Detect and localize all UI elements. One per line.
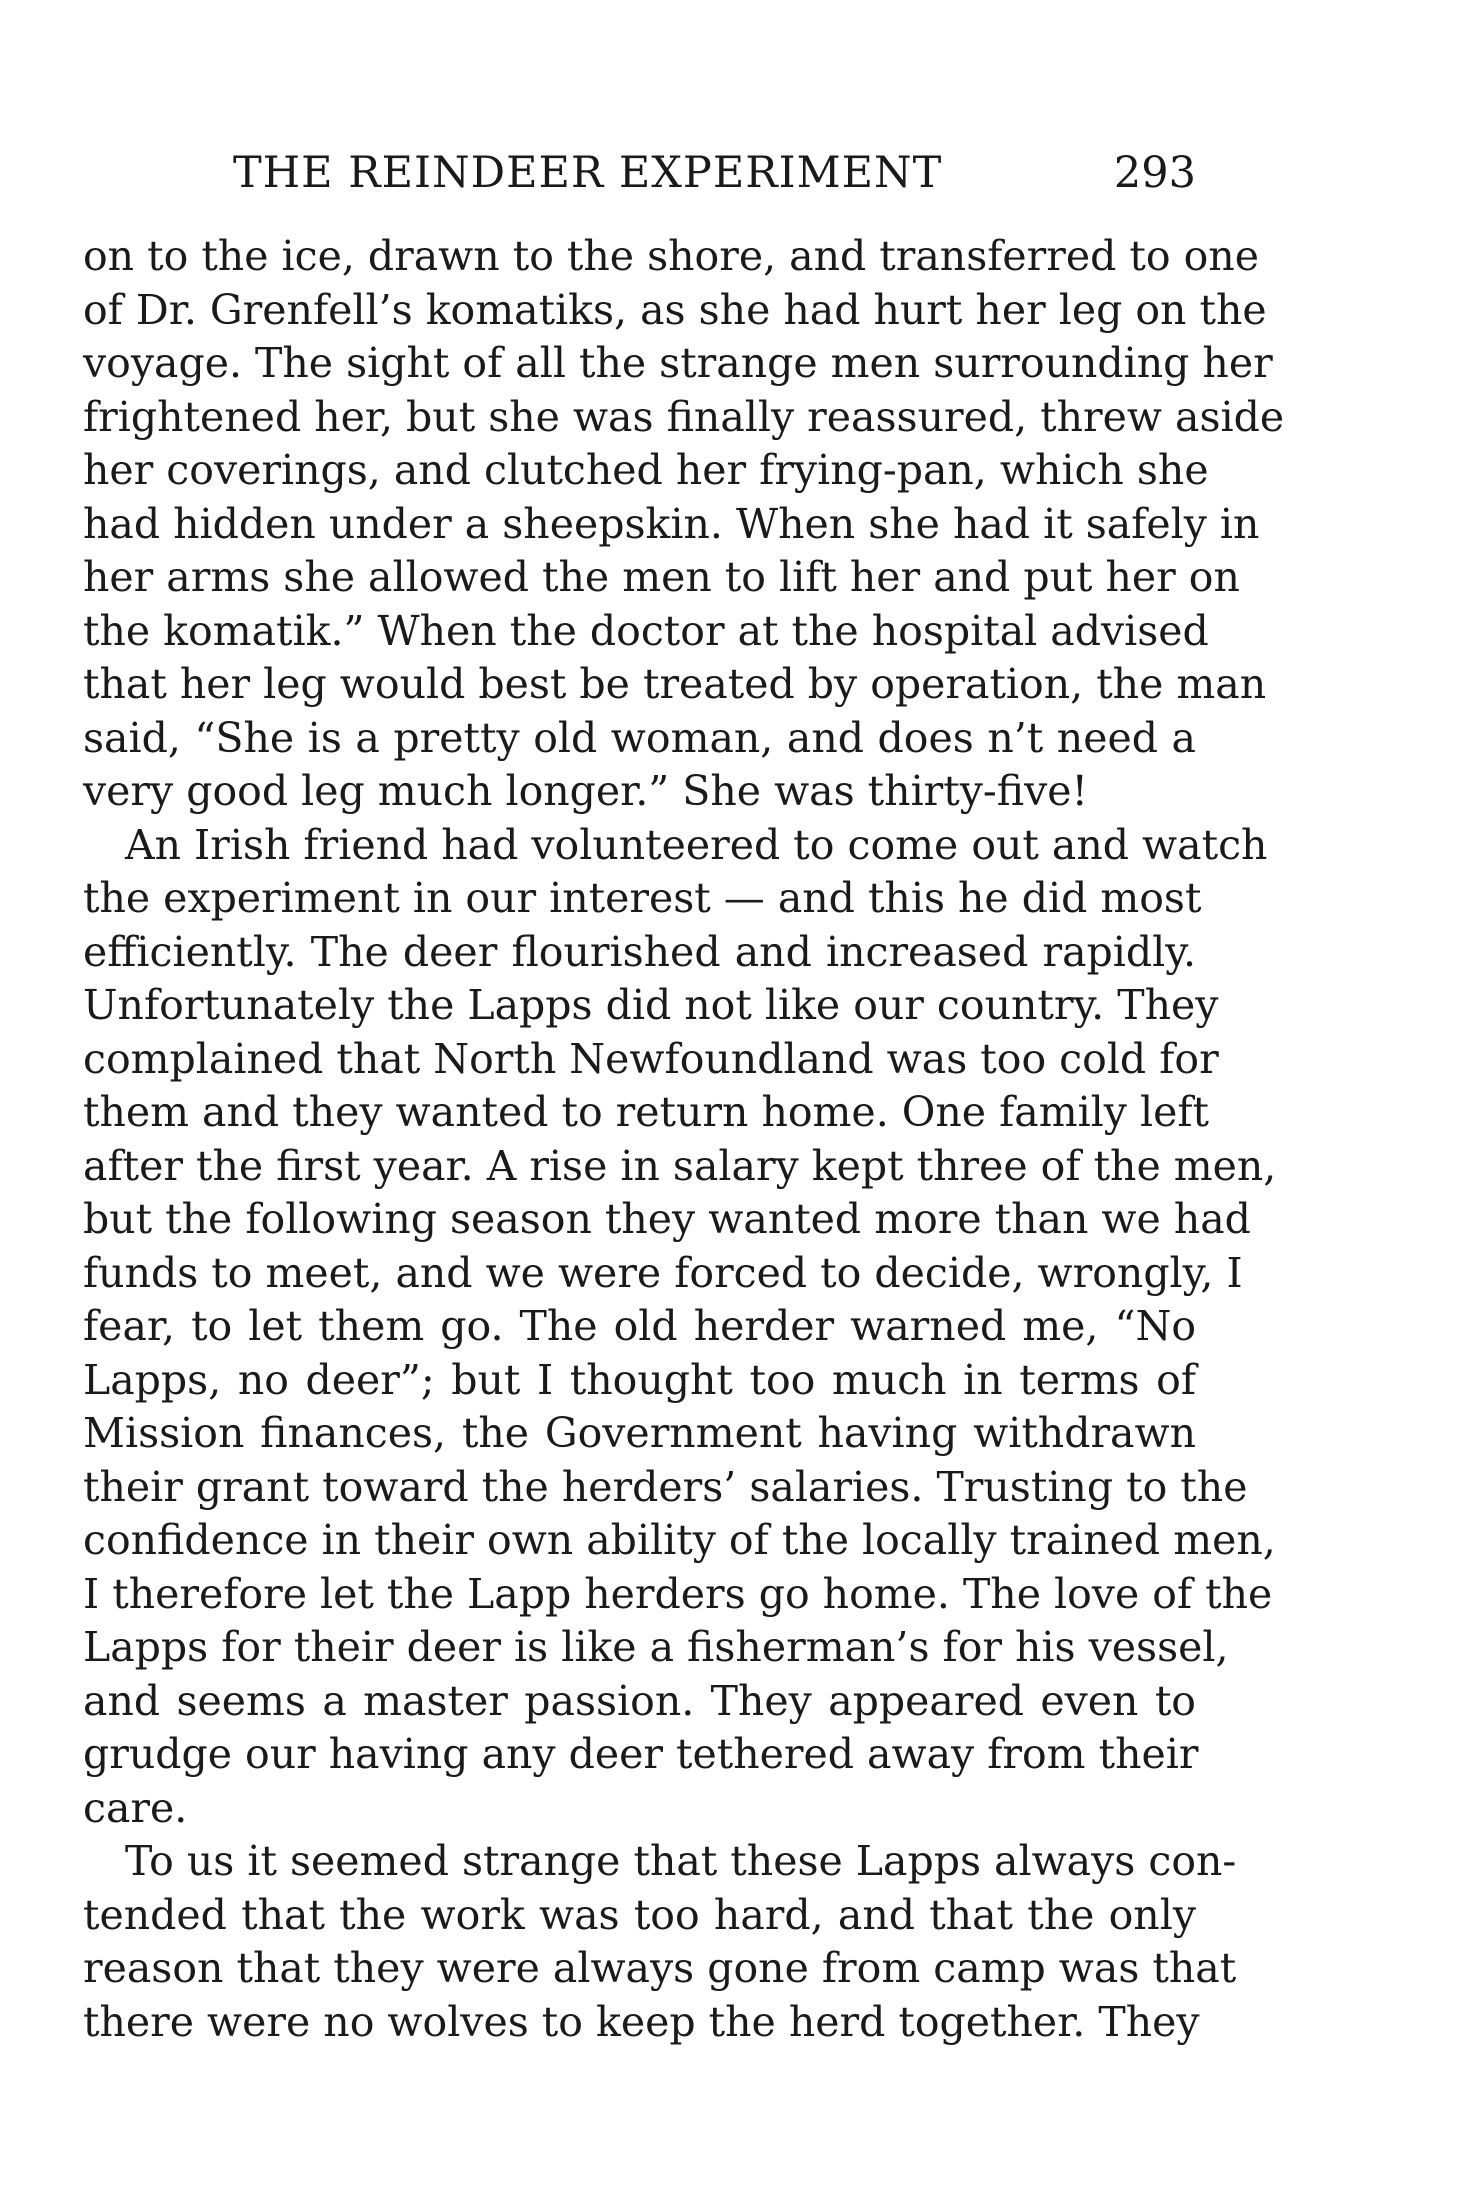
text-line: fear, to let them go. The old herder warned me, “No <box>83 1302 1196 1350</box>
text-line: of Dr. Grenfell’s komatiks, as she had hurt her leg on the <box>83 285 1267 334</box>
text-line: on to the ice, drawn to the shore, and transferred to one <box>83 232 1259 280</box>
text-line: there were no wolves to keep the herd together. They <box>83 1997 1200 2046</box>
body-text <box>83 230 1285 2049</box>
text-line: voyage. The sight of all the strange men surrounding her <box>83 339 1273 387</box>
text-line: frightened her, but she was finally reassured, threw aside <box>83 392 1285 441</box>
text-line: their grant toward the herders’ salaries. Trusting to the <box>83 1462 1248 1511</box>
text-line: complained that North Newfoundland was too cold for <box>83 1034 1219 1083</box>
text-line: funds to meet, and we were forced to decide, wrongly, I <box>83 1248 1243 1297</box>
text-line: Mission finances, the Government having withdrawn <box>83 1409 1196 1457</box>
text-line: confidence in their own ability of the locally trained men, <box>83 1516 1276 1564</box>
running-title: THE REINDEER EXPERIMENT <box>233 148 943 198</box>
text-line: her arms she allowed the men to lift her and put her on <box>83 553 1240 601</box>
text-line: efficiently. The deer flourished and increased rapidly. <box>83 927 1196 976</box>
text-line: An Irish friend had volunteered to come out and watch <box>125 820 1268 869</box>
text-line: Unfortunately the Lapps did not like our country. They <box>83 981 1219 1029</box>
text-line: Lapps, no deer”; but I thought too much in terms of <box>83 1355 1196 1404</box>
text-line: tended that the work was too hard, and that the only <box>83 1890 1196 1939</box>
text-line: but the following season they wanted more than we had <box>83 1195 1251 1243</box>
text-line: that her leg would best be treated by operation, the man <box>83 660 1267 708</box>
text-line: very good leg much longer.” She was thirty-five! <box>83 767 1089 815</box>
text-line: had hidden under a sheepskin. When she had it safely in <box>83 499 1260 548</box>
text-line: the experiment in our interest — and this he did most <box>83 874 1202 922</box>
text-line: grudge our having any deer tethered away from their <box>83 1730 1199 1778</box>
text-line: them and they wanted to return home. One family left <box>83 1088 1210 1136</box>
text-line: and seems a master passion. They appeared even to <box>83 1676 1196 1725</box>
text-line: I therefore let the Lapp herders go home. The love of the <box>83 1569 1273 1618</box>
running-head <box>83 148 1196 208</box>
text-line: the komatik.” When the doctor at the hospital advised <box>83 606 1209 655</box>
text-line: said, “She is a pretty old woman, and does n’t need a <box>83 713 1196 762</box>
text-line: care. <box>83 1783 188 1832</box>
text-line: To us it seemed strange that these Lapps always con- <box>125 1837 1237 1885</box>
text-line: her coverings, and clutched her frying-pan, which she <box>83 446 1209 494</box>
text-line: Lapps for their deer is like a fisherman’s for his vessel, <box>83 1623 1229 1671</box>
text-line: reason that they were always gone from camp was that <box>83 1944 1237 1992</box>
text-line: after the first year. A rise in salary kept three of the men, <box>83 1141 1277 1190</box>
page-number: 293 <box>1113 148 1196 198</box>
